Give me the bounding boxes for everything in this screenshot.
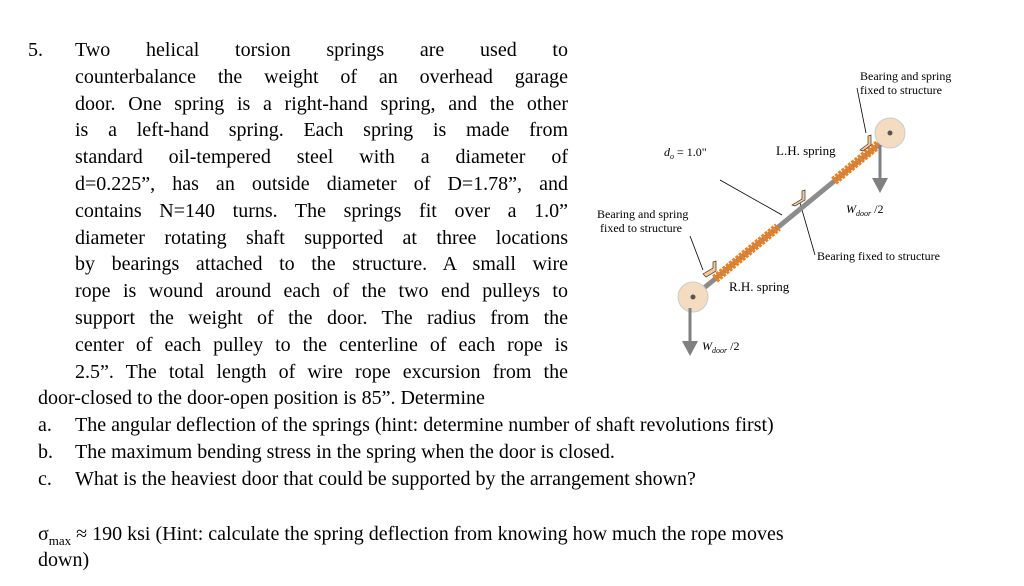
statement-line: door. One spring is a right-hand spring, and the other (75, 92, 568, 115)
label-shaft-diameter: $d_o = 1.0$" (664, 145, 707, 161)
statement-line: diameter rotating shaft supported at three locations (75, 226, 568, 249)
statement-line: by bearings attached to the structure. A small wire (75, 253, 568, 276)
part-b-label: b. (38, 441, 53, 463)
label-lh-spring: L.H. spring (776, 143, 836, 158)
label-left-line1: Bearing and spring (597, 207, 689, 221)
answer-text: ≈ 190 ksi (Hint: calculate the spring deflection from knowing how much the rope moves (71, 523, 784, 545)
leader-do (720, 180, 782, 215)
load-arrow-right (872, 145, 888, 193)
problem-number: 5. (28, 39, 43, 61)
statement-line: standard oil-tempered steel with a diameter of (75, 146, 568, 169)
statement-line: contains N=140 turns. The springs fit over a 1.0” (75, 199, 568, 222)
statement-line: center of each pulley to the centerline of each rope is (75, 333, 568, 356)
label-rh-spring: R.H. spring (729, 279, 790, 294)
statement-line: d=0.225”, has an outside diameter of D=1.78”, and (75, 173, 568, 195)
statement-line: rope is wound around each of the two end pulleys to (75, 280, 568, 303)
leader-middle (800, 203, 815, 255)
part-c-text: What is the heaviest door that could be supported by the arrangement shown? (75, 468, 696, 490)
sigma-subscript: max (48, 533, 72, 548)
part-a-text: The angular deflection of the springs (hint: determine number of shaft revolutions first) (75, 414, 774, 436)
statement-line: counterbalance the weight of an overhead garage (75, 65, 568, 88)
label-load-left: $W_{door}$ /2 (702, 339, 740, 355)
pulley-left (678, 282, 708, 312)
part-c-label: c. (38, 468, 52, 490)
statement-line: Two helical torsion springs are used to (75, 39, 568, 61)
answer-continuation: down) (38, 549, 90, 571)
label-top-right-line2: fixed to structure (860, 83, 942, 97)
part-a-label: a. (38, 414, 52, 436)
statement-line: is a left-hand spring. Each spring is made from (75, 119, 568, 142)
lh-spring (834, 138, 886, 181)
sigma-symbol: σ (38, 523, 49, 545)
load-arrow-left (682, 308, 698, 356)
statement-line: door-closed to the door-open position is 85”. Determine (38, 387, 485, 410)
pulley-right (875, 118, 905, 148)
label-load-right: $W_{door}$ /2 (846, 202, 884, 218)
statement-line: support the weight of the door. The radius from the (75, 307, 568, 329)
part-b-text: The maximum bending stress in the spring when the door is closed. (75, 441, 615, 463)
label-top-right-line1: Bearing and spring (860, 69, 952, 83)
leader-left (690, 236, 703, 270)
label-middle-bearing: Bearing fixed to structure (817, 249, 940, 263)
label-left-line2: fixed to structure (600, 221, 682, 235)
statement-line: 2.5”. The total length of wire rope excursion from the (75, 360, 568, 383)
